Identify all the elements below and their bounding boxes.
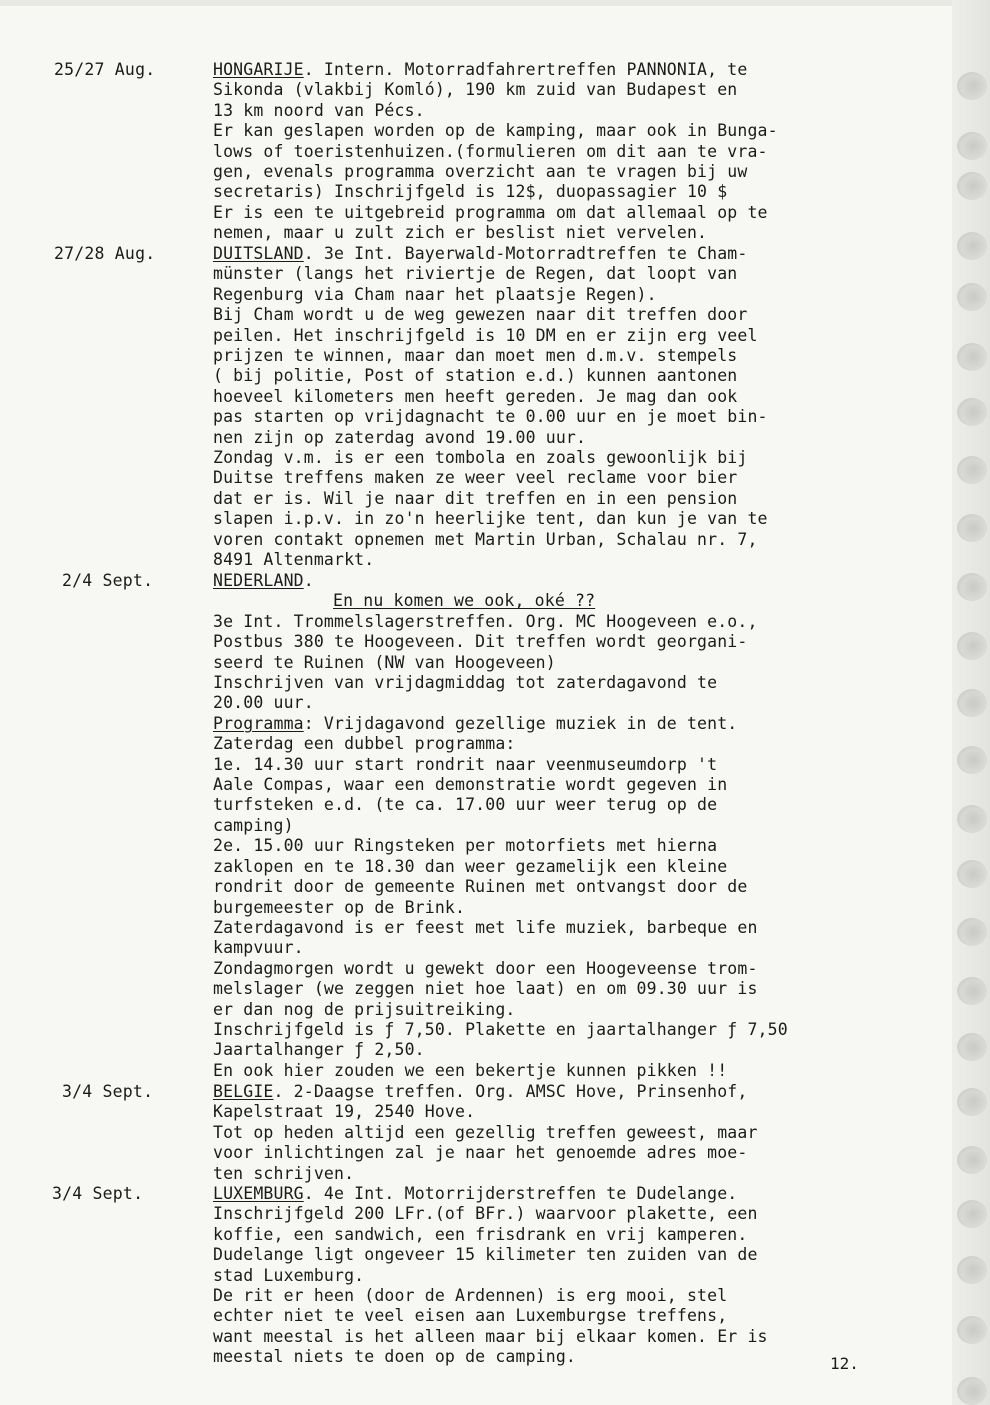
event-text xyxy=(213,1082,933,1184)
binder-hole xyxy=(957,172,987,200)
event-line: lows of toeristenhuizen.(formulieren om dit aan te vra- xyxy=(213,141,768,161)
event-line: Zondag v.m. is er een tombola en zoals gewoonlijk bij xyxy=(213,448,748,468)
event-line: meestal niets te doen op de camping. xyxy=(213,1347,577,1367)
event-line: rondrit door de gemeente Ruinen met ontvangst door de xyxy=(213,877,748,897)
binder-hole xyxy=(957,1316,987,1344)
binder-hole xyxy=(957,1256,987,1284)
event-country: DUITSLAND xyxy=(213,244,304,263)
event-line: gen, evenals programma overzicht aan te vragen bij uw xyxy=(213,162,748,182)
event-line: En ook hier zouden we een bekertje kunnen pikken !! xyxy=(213,1060,728,1080)
event-line: . Intern. Motorradfahrertreffen PANNONIA, te xyxy=(303,60,748,79)
event-line: Inschrijfgeld 200 LFr.(of BFr.) waarvoor plakette, een xyxy=(213,1204,758,1224)
binder-hole xyxy=(957,398,987,426)
event-line: echter niet te veel eisen aan Luxemburgse treffens, xyxy=(213,1306,728,1326)
event-line: stad Luxemburg. xyxy=(213,1265,365,1285)
binder-hole xyxy=(957,1033,987,1061)
event-line: münster (langs het riviertje de Regen, dat loopt van xyxy=(213,264,738,284)
event-country: HONGARIJE xyxy=(213,60,304,79)
event-line: Regenburg via Cham naar het plaatsje Regen). xyxy=(213,284,657,304)
binder-hole xyxy=(957,232,987,260)
binder-hole xyxy=(957,860,987,888)
event-line: prijzen te winnen, maar dan moet men d.m.v. stempels xyxy=(213,346,738,366)
binder-hole xyxy=(957,805,987,833)
binder-hole xyxy=(957,1200,987,1228)
event-line: Dudelange ligt ongeveer 15 kilimeter ten zuiden van de xyxy=(213,1245,758,1265)
event-line: Inschrijfgeld is ƒ 7,50. Plakette en jaartalhanger ƒ 7,50 xyxy=(213,1019,788,1039)
event-line: Zaterdagavond is er feest met life muziek, barbeque en xyxy=(213,917,758,937)
event-line: er dan nog de prijsuitreiking. xyxy=(213,999,516,1019)
event-line: voren contakt opnemen met Martin Urban, Schalau nr. 7, xyxy=(213,529,758,549)
event-date: 2/4 Sept. xyxy=(62,571,154,590)
event-line: burgemeester op de Brink. xyxy=(213,897,466,917)
event-line: dat er is. Wil je naar dit treffen en in een pension xyxy=(213,488,738,508)
binder-hole xyxy=(957,514,987,542)
event-line: koffie, een sandwich, een frisdrank en vrij kamperen. xyxy=(213,1224,748,1244)
event-line: . xyxy=(303,571,314,590)
event-line: seerd te Ruinen (NW van Hoogeveen) xyxy=(213,652,556,672)
event-line: Bij Cham wordt u de weg gewezen naar dit treffen door xyxy=(213,305,748,325)
event-line: peilen. Het inschrijfgeld is 10 DM en er zijn erg veel xyxy=(213,325,758,345)
event-line: 13 km noord van Pécs. xyxy=(213,100,425,120)
event-line: secretaris) Inschrijfgeld is 12$, duopassagier 10 $ xyxy=(213,182,728,202)
event-line: 1e. 14.30 uur start rondrit naar veenmuseumdorp 't xyxy=(213,754,718,774)
event-text xyxy=(213,1184,933,1368)
event-line: Sikonda (vlakbij Komló), 190 km zuid van Budapest en xyxy=(213,80,738,100)
event-line: . 3e Int. Bayerwald-Motorradtreffen te Cham- xyxy=(303,244,748,263)
binder-hole xyxy=(957,573,987,601)
event-text xyxy=(213,60,933,244)
event-line: want meestal is het alleen maar bij elkaar komen. Er is xyxy=(213,1326,768,1346)
event-line: Jaartalhanger ƒ 2,50. xyxy=(213,1040,425,1060)
event-line: hoeveel kilometers men heeft gereden. Je mag dan ook xyxy=(213,386,738,406)
page-number: 12. xyxy=(830,1354,859,1373)
event-line: Duitse treffens maken ze weer veel reclame voor bier xyxy=(213,468,738,488)
binder-hole xyxy=(957,132,987,160)
event-line: 8491 Altenmarkt. xyxy=(213,550,375,570)
binder-hole xyxy=(957,918,987,946)
event-line: zaklopen en te 18.30 dan weer gezamelijk een kleine xyxy=(213,856,728,876)
binder-hole xyxy=(957,689,987,717)
event-text xyxy=(213,244,933,571)
event-line: Er kan geslapen worden op de kamping, maar ook in Bunga- xyxy=(213,121,778,141)
event-date: 27/28 Aug. xyxy=(54,244,156,263)
binder-hole xyxy=(957,283,987,311)
event-line: nemen, maar u zult zich er beslist niet vervelen. xyxy=(213,223,708,243)
event-text xyxy=(213,571,933,1081)
event-line: kampvuur. xyxy=(213,938,304,958)
event-country: BELGIE xyxy=(213,1082,274,1101)
event-line: 3e Int. Trommelslagerstreffen. Org. MC Hoogeveen e.o., xyxy=(213,611,758,631)
event-line: Postbus 380 te Hoogeveen. Dit treffen wordt georgani- xyxy=(213,632,748,652)
binder-hole xyxy=(957,456,987,484)
event-line: turfsteken e.d. (te ca. 17.00 uur weer terug op de xyxy=(213,795,718,815)
program-label: Programma xyxy=(213,713,304,733)
binder-hole xyxy=(957,746,987,774)
event-line: nen zijn op zaterdag avond 19.00 uur. xyxy=(213,427,587,447)
event-country: NEDERLAND xyxy=(213,571,304,590)
event-line: pas starten op vrijdagnacht te 0.00 uur en je moet bin- xyxy=(213,407,768,427)
event-line: Er is een te uitgebreid programma om dat allemaal op te xyxy=(213,202,768,222)
top-edge xyxy=(0,0,990,6)
event-line: camping) xyxy=(213,815,294,835)
event-line: Zondagmorgen wordt u gewekt door een Hoogeveense trom- xyxy=(213,958,758,978)
event-line: Zaterdag een dubbel programma: xyxy=(213,734,516,754)
event-line: slapen i.p.v. in zo'n heerlijke tent, dan kun je van te xyxy=(213,509,768,529)
event-date: 25/27 Aug. xyxy=(54,60,156,79)
event-line: Tot op heden altijd een gezellig treffen geweest, maar xyxy=(213,1122,758,1142)
event-line: Kapelstraat 19, 2540 Hove. xyxy=(213,1102,476,1122)
event-line: : Vrijdagavond gezellige muziek in de tent. xyxy=(303,713,738,733)
binder-hole xyxy=(957,1146,987,1174)
event-line: . 2-Daagse treffen. Org. AMSC Hove, Prinsenhof, xyxy=(273,1082,748,1101)
event-line: 20.00 uur. xyxy=(213,693,314,713)
event-subtitle: En nu komen we ook, oké ?? xyxy=(333,591,596,611)
binder-hole xyxy=(957,632,987,660)
event-date: 3/4 Sept. xyxy=(62,1082,154,1101)
binder-hole xyxy=(957,1377,987,1405)
binder-hole xyxy=(957,977,987,1005)
event-line: Inschrijven van vrijdagmiddag tot zaterdagavond te xyxy=(213,673,718,693)
event-line: Aale Compas, waar een demonstratie wordt gegeven in xyxy=(213,775,728,795)
event-country: LUXEMBURG xyxy=(213,1184,304,1203)
event-line: voor inlichtingen zal je naar het genoemde adres moe- xyxy=(213,1143,748,1163)
binder-hole xyxy=(957,1088,987,1116)
event-line: De rit er heen (door de Ardennen) is erg mooi, stel xyxy=(213,1286,728,1306)
binder-hole xyxy=(957,343,987,371)
event-line: ( bij politie, Post of station e.d.) kunnen aantonen xyxy=(213,366,738,386)
event-line: melslager (we zeggen niet hoe laat) en om 09.30 uur is xyxy=(213,979,758,999)
event-date: 3/4 Sept. xyxy=(52,1184,144,1203)
binder-hole xyxy=(957,72,987,100)
event-line: ten schrijven. xyxy=(213,1163,355,1183)
event-line: 2e. 15.00 uur Ringsteken per motorfiets met hierna xyxy=(213,836,718,856)
event-line: . 4e Int. Motorrijderstreffen te Dudelange. xyxy=(303,1184,738,1203)
